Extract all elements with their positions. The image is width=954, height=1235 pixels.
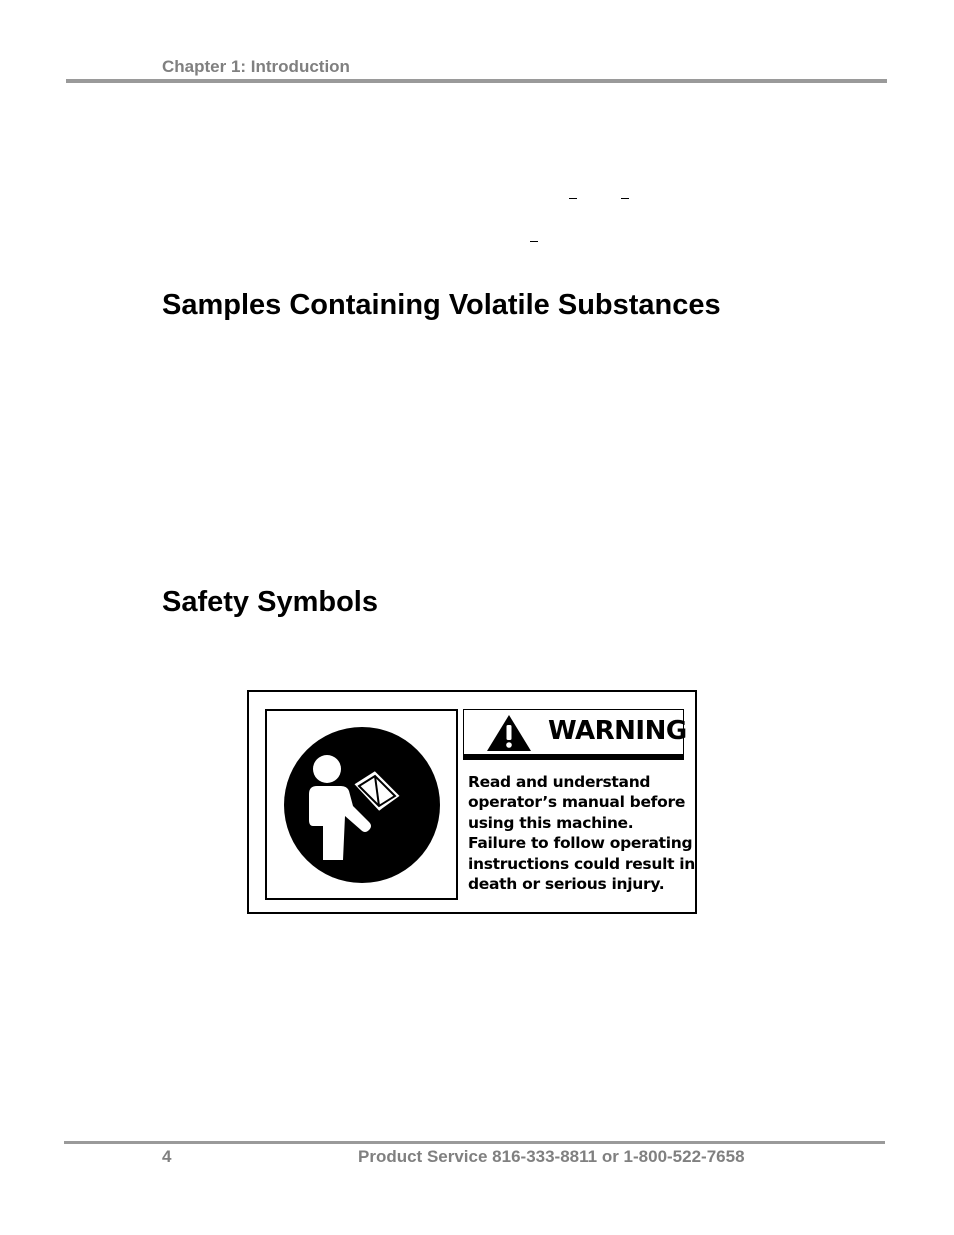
stray-mark [621,198,629,199]
warning-label [247,690,697,914]
warning-line: using this machine. [468,813,634,832]
warning-line: Failure to follow operating [468,834,693,853]
signal-word-panel [463,709,687,754]
warning-line: instructions could result in [468,854,696,873]
product-service-contact: Product Service 816-333-8811 or 1-800-522-7658 [358,1147,745,1166]
warning-triangle-icon [486,714,532,752]
stray-mark [569,198,577,199]
signal-word-underline [463,754,684,760]
header-divider [66,79,887,83]
section-heading-volatile: Samples Containing Volatile Substances [162,289,721,321]
signal-word: WARNING [548,716,687,746]
warning-message [468,772,698,894]
pictogram-frame [265,709,458,900]
warning-line: death or serious injury. [468,875,665,894]
stray-mark [530,241,538,242]
footer-divider [64,1141,885,1144]
running-header: Chapter 1: Introduction [162,57,350,76]
section-heading-safety-symbols: Safety Symbols [162,586,378,618]
page-number: 4 [162,1147,172,1166]
read-manual-icon [283,726,441,884]
warning-line: operator’s manual before [468,793,686,812]
warning-line: Read and understand [468,773,651,791]
